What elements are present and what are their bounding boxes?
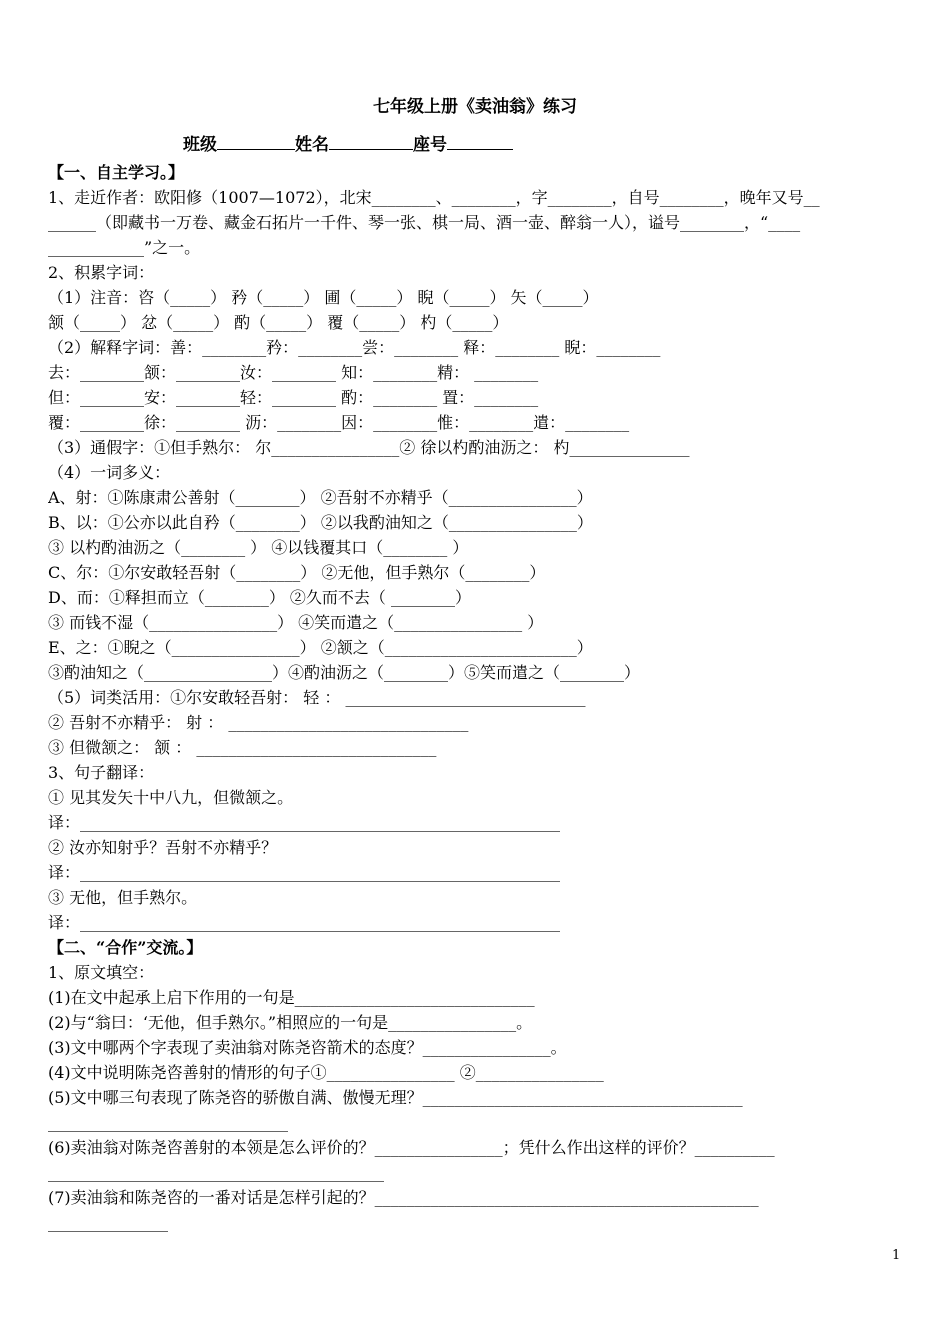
name-label: 姓名 — [295, 135, 329, 155]
section-heading-2: 【二、“合作”交流。】 — [48, 938, 203, 957]
class-label: 班级 — [183, 135, 217, 155]
worksheet-line: （2）解释字词：善：________矜：________尝：________ 释：________ 睨：________ — [48, 338, 661, 357]
worksheet-line: 2、积累字词： — [48, 263, 155, 282]
student-info-row — [183, 131, 513, 158]
worksheet-line: （4）一词多义： — [48, 463, 171, 482]
worksheet-line: (4)文中说明陈尧咨善射的情形的句子①________________ ②________________ — [48, 1063, 604, 1082]
worksheet-line: (1)在文中起承上启下作用的一句是______________________________ — [48, 988, 535, 1007]
worksheet-line: (7)卖油翁和陈尧咨的一番对话是怎样引起的？________________________________________________ — [48, 1188, 759, 1207]
worksheet-line: _______________ — [48, 1213, 168, 1232]
worksheet-line: ③ 无他，但手熟尔。 — [48, 888, 198, 907]
worksheet-line: 1、原文填空： — [48, 963, 155, 982]
seat-label: 座号 — [413, 135, 447, 155]
worksheet-line: ③ 而钱不湿（________________） ④笑而遣之（________________ ） — [48, 613, 544, 632]
worksheet-line: E、之：①睨之（________________） ②颔之（________________________） — [48, 638, 593, 657]
seat-blank[interactable] — [447, 131, 513, 150]
class-blank[interactable] — [217, 131, 295, 150]
worksheet-line: ③酌油知之（________________）④酌油沥之（________）⑤笑而遣之（________） — [48, 663, 641, 682]
name-blank[interactable] — [329, 131, 413, 150]
worksheet-line: ______（即藏书一万卷、藏金石拓片一千件、琴一张、棋一局、酒一壶、醉翁一人），谥号________，“____ — [48, 213, 801, 232]
worksheet-line: D、而：①释担而立（________） ②久而不去（ ________） — [48, 588, 472, 607]
worksheet-line: 1、走近作者：欧阳修（1007—1072），北宋________、________，字________，自号________，晚年又号__ — [48, 188, 820, 207]
worksheet-line: __________________________________________ — [48, 1163, 384, 1182]
section-heading-1: 【一、自主学习。】 — [48, 163, 185, 182]
worksheet-line: （3）通假字：①但手熟尔： 尔________________② 徐以杓酌油沥之： 杓_______________ — [48, 438, 690, 457]
worksheet-line: (3)文中哪两个字表现了卖油翁对陈尧咨箭术的态度？________________。 — [48, 1038, 567, 1057]
worksheet-line: C、尔：①尔安敢轻吾射（________） ②无他，但手熟尔（________） — [48, 563, 546, 582]
worksheet-title: 七年级上册《卖油翁》练习 — [373, 97, 577, 117]
worksheet-line: 译：____________________________________________________________ — [48, 913, 561, 932]
worksheet-line: （1）注音：咨（_____） 矜（_____） 圃（_____） 睨（_____） 矢（_____） — [48, 288, 599, 307]
worksheet-line: 译：____________________________________________________________ — [48, 813, 561, 832]
worksheet-line: ① 见其发矢十中八九，但微颔之。 — [48, 788, 294, 807]
worksheet-line: (5)文中哪三句表现了陈尧咨的骄傲自满、傲慢无理？________________________________________ — [48, 1088, 743, 1107]
worksheet-line: 去：________颔：________汝：________ 知：________精： ________ — [48, 363, 539, 382]
worksheet-line: ③ 以杓酌油沥之（________ ） ④以钱覆其口（________ ） — [48, 538, 469, 557]
worksheet-line: (2)与“翁曰：‘无他，但手熟尔。”相照应的一句是________________。 — [48, 1013, 533, 1032]
worksheet-line: B、以：①公亦以此自矜（________） ②以我酌油知之（________________） — [48, 513, 593, 532]
worksheet-line: ② 吾射不亦精乎： 射 ： ______________________________ — [48, 713, 469, 732]
page-number: 1 — [892, 1248, 901, 1263]
worksheet-line: ② 汝亦知射乎？吾射不亦精乎？ — [48, 838, 278, 857]
worksheet-line: （5）词类活用：①尔安敢轻吾射： 轻 ： ______________________________ — [48, 688, 586, 707]
worksheet-line: ____________”之一。 — [48, 238, 201, 257]
worksheet-line: 但：________安：________轻：________ 酌：________ 置：________ — [48, 388, 539, 407]
worksheet-line: 译：____________________________________________________________ — [48, 863, 561, 882]
worksheet-line: 覆：________徐：________ 沥：________因：________惟：________遣：________ — [48, 413, 630, 432]
worksheet-line: 颔（_____） 忿（_____） 酌（_____） 覆（_____） 杓（_____） — [48, 313, 509, 332]
worksheet-line: (6)卖油翁对陈尧咨善射的本领是怎么评价的？________________；凭什么作出这样的评价？__________ — [48, 1138, 775, 1157]
worksheet-line: 3、句子翻译： — [48, 763, 155, 782]
worksheet-line: ③ 但微颔之： 颔 ： ______________________________ — [48, 738, 437, 757]
worksheet-line: A、射：①陈康肃公善射（________） ②吾射不亦精乎（________________） — [48, 488, 593, 507]
worksheet-line: ______________________________ — [48, 1113, 288, 1132]
